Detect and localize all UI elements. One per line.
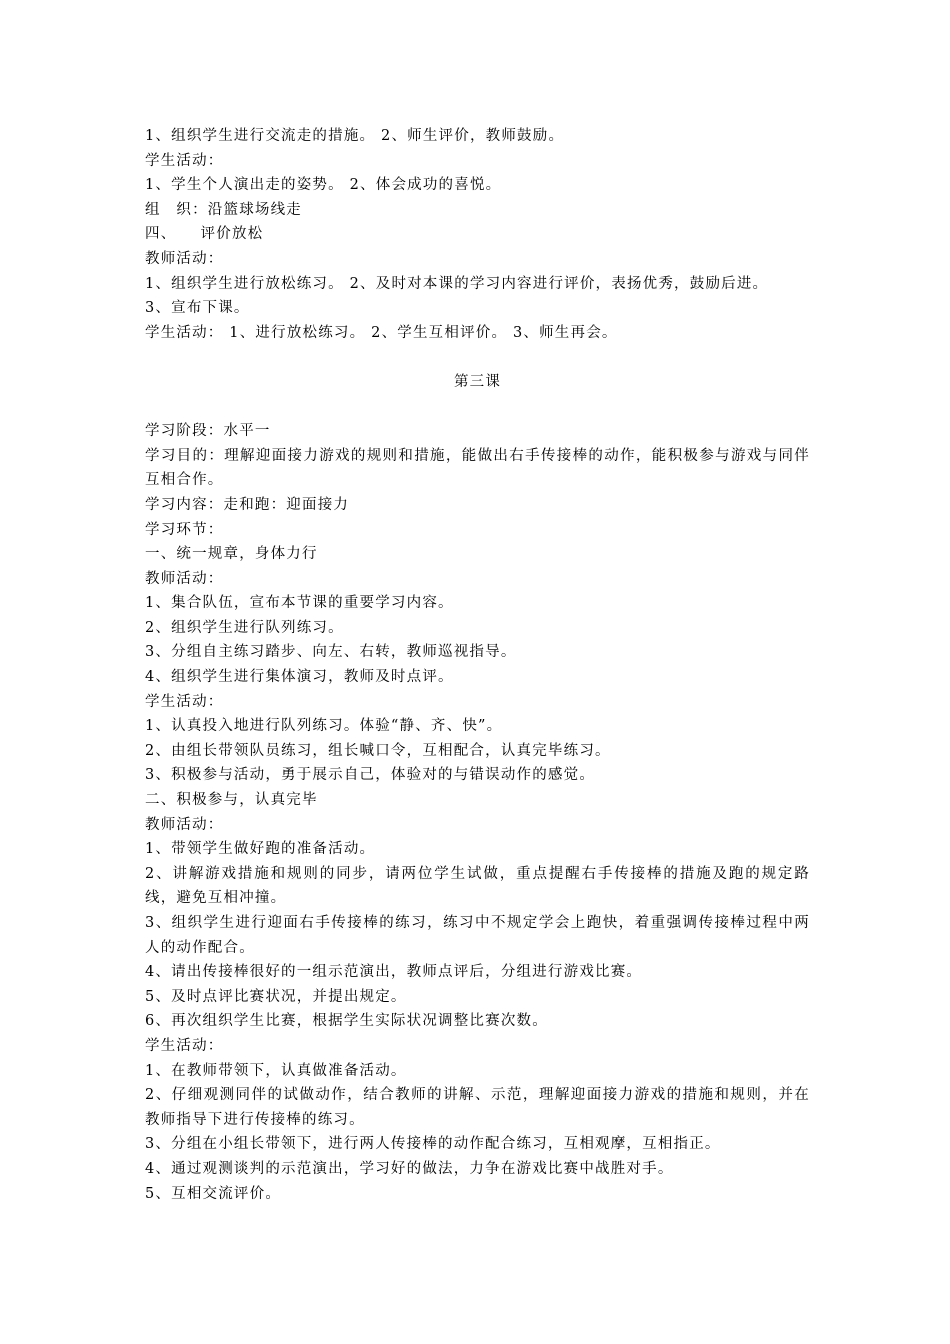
text-paragraph: 2、仔细观测同伴的试做动作，结合教师的讲解、示范，理解迎面接力游戏的措施和规则，并在教师指导下进行传接棒的练习。 <box>145 1087 810 1128</box>
text-line: 4、组织学生进行集体演习，教师及时点评。 <box>145 669 454 686</box>
text-line: 3、积极参与活动，勇于展示自己，体验对的与错误动作的感觉。 <box>145 767 596 784</box>
text-paragraph: 2、讲解游戏措施和规则的同步，请两位学生试做，重点提醒右手传接棒的措施及跑的规定路线，避免互相冲撞。 <box>145 865 810 907</box>
section-label: 学习环节： <box>145 521 224 538</box>
study-content: 学习内容：走和跑：迎面接力 <box>145 496 350 513</box>
text-line: 1、认真投入地进行队列练习。体验“静、齐、快”。 <box>145 718 503 735</box>
text-line: 3、分组自主练习踏步、向左、右转，教师巡视指导。 <box>145 644 517 661</box>
text-line: 4、请出传接棒很好的一组示范演出，教师点评后，分组进行游戏比赛。 <box>145 964 643 981</box>
section-label: 教师活动： <box>145 570 224 587</box>
text-line: 1、集合队伍，宣布本节课的重要学习内容。 <box>145 595 454 612</box>
lesson-title: 第三课 <box>453 373 502 390</box>
section-label: 学生活动： <box>145 1037 224 1054</box>
text-line: 5、互相交流评价。 <box>145 1185 282 1202</box>
text-line: 3、分组在小组长带领下，进行两人传接棒的动作配合练习，互相观摩，互相指正。 <box>145 1136 721 1153</box>
text-line: 2、由组长带领队员练习，组长喊口令，互相配合，认真完毕练习。 <box>145 742 611 759</box>
section-label: 学生活动： <box>145 152 224 169</box>
text-line: 1、组织学生进行放松练习。 2、及时对本课的学习内容进行评价，表扬优秀，鼓励后进。 <box>145 275 769 292</box>
section-label: 教师活动： <box>145 250 224 267</box>
text-line: 2、组织学生进行队列练习。 <box>145 619 344 636</box>
text-line: 5、及时点评比赛状况，并提出规定。 <box>145 988 407 1005</box>
text-line: 1、组织学生进行交流走的措施。 2、师生评价，教师鼓励。 <box>145 128 565 144</box>
document-body <box>145 124 825 1206</box>
study-stage: 学习阶段：水平一 <box>145 423 271 440</box>
text-line: 3、宣布下课。 <box>145 300 250 317</box>
spacer <box>145 345 825 370</box>
section-heading: 二、积极参与，认真完毕 <box>145 792 318 809</box>
section-heading: 四、 评价放松 <box>145 226 264 243</box>
study-goal: 学习目的：理解迎面接力游戏的规则和措施，能做出右手传接棒的动作，能积极参与游戏与同伴互相合作。 <box>145 447 810 489</box>
section-heading: 一、统一规章，身体力行 <box>145 546 318 563</box>
text-paragraph: 3、组织学生进行迎面右手传接棒的练习，练习中不规定学会上跑快，着重强调传接棒过程中两人的动作配合。 <box>145 915 810 956</box>
spacer <box>145 395 825 420</box>
section-label: 学生活动： <box>145 693 224 710</box>
text-line: 6、再次组织学生比赛，根据学生实际状况调整比赛次数。 <box>145 1013 548 1030</box>
organization-line: 组 织：沿篮球场线走 <box>145 201 302 218</box>
text-line: 学生活动： 1、进行放松练习。 2、学生互相评价。 3、师生再会。 <box>145 324 618 341</box>
text-line: 1、带领学生做好跑的准备活动。 <box>145 841 376 858</box>
section-label: 教师活动： <box>145 816 224 833</box>
text-line: 1、在教师带领下，认真做准备活动。 <box>145 1062 407 1079</box>
text-line: 1、学生个人演出走的姿势。 2、体会成功的喜悦。 <box>145 177 502 194</box>
text-line: 4、通过观测谈判的示范演出，学习好的做法，力争在游戏比赛中战胜对手。 <box>145 1160 674 1177</box>
